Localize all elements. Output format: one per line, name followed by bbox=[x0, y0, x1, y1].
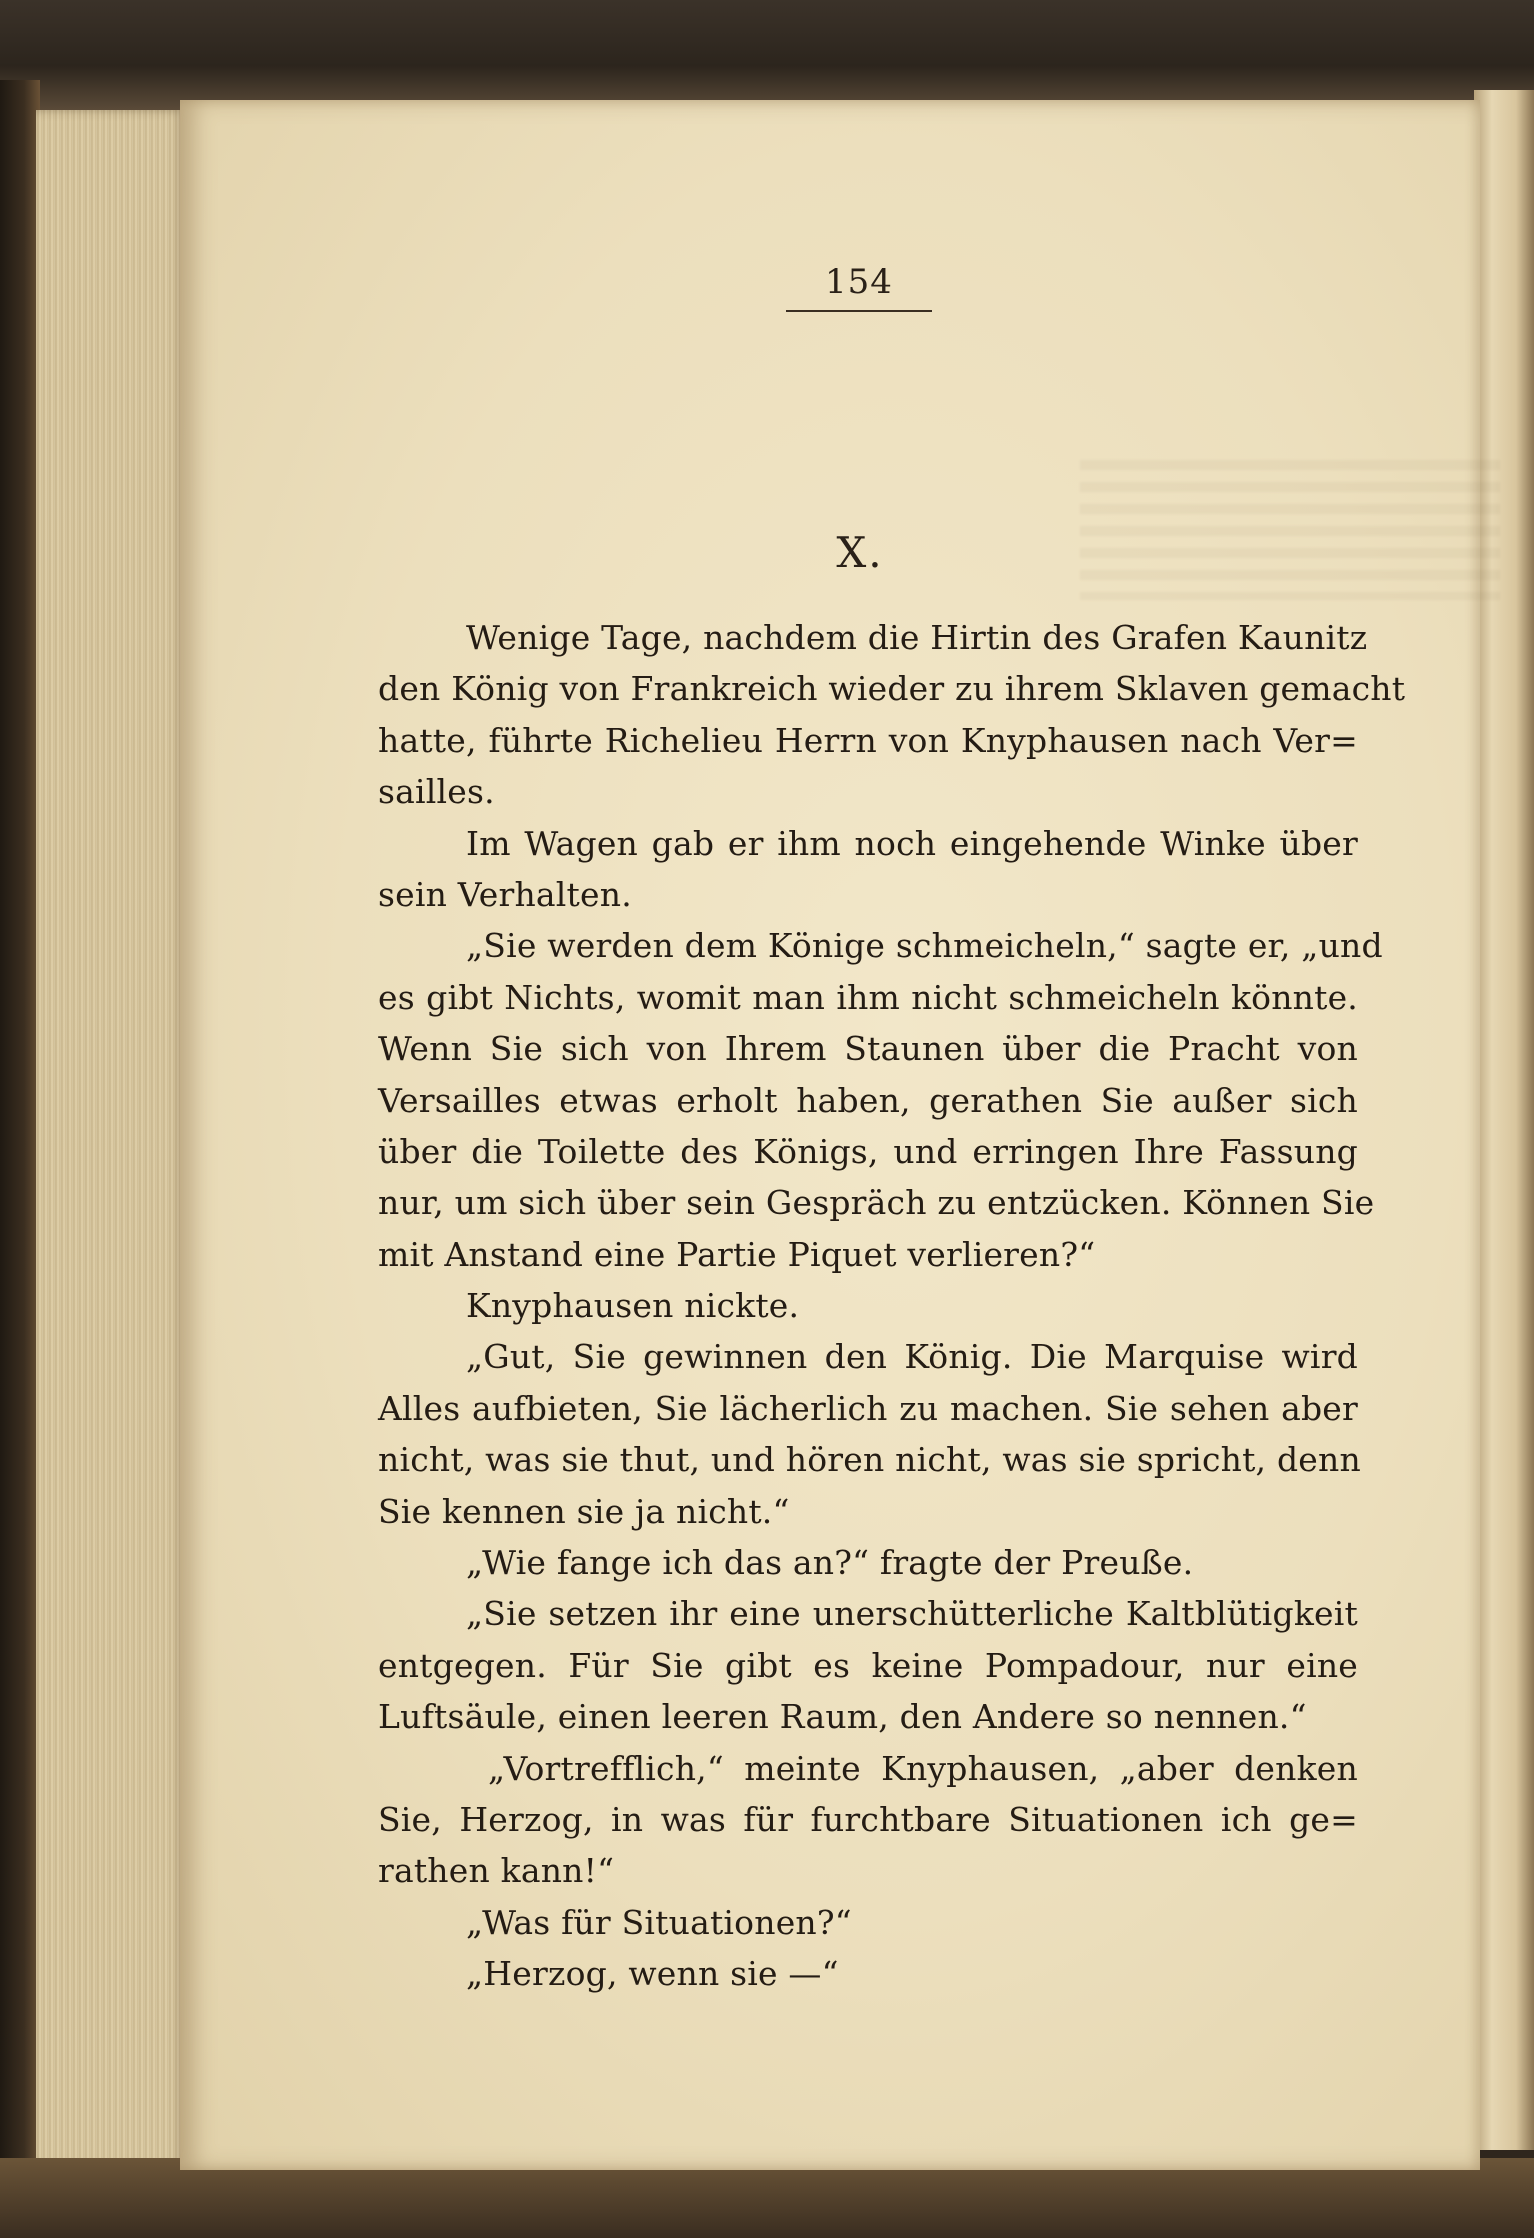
text-line: Wenn Sie sich von Ihrem Staunen über die Pracht von bbox=[378, 1029, 1358, 1069]
text-line: entgegen. Für Sie gibt es keine Pompadour, nur eine bbox=[378, 1645, 1358, 1685]
text-line: „Herzog, wenn sie —“ bbox=[466, 1954, 839, 1994]
binding-bottom-edge bbox=[0, 2158, 1534, 2238]
page-header bbox=[786, 260, 932, 312]
text-line: Wenige Tage, nachdem die Hirtin des Grafen Kaunitz bbox=[466, 618, 1368, 657]
text-line: Luftsäule, einen leeren Raum, den Andere so nennen.“ bbox=[378, 1697, 1307, 1737]
text-line: „Wie fange ich das an?“ fragte der Preuße. bbox=[466, 1543, 1194, 1583]
text-line: „Was für Situationen?“ bbox=[466, 1902, 852, 1942]
right-page-edge bbox=[1474, 90, 1534, 2150]
header-rule bbox=[786, 310, 932, 312]
text-line: den König von Frankreich wieder zu ihrem Sklaven gemacht bbox=[378, 669, 1406, 709]
text-line: „Gut, Sie gewinnen den König. Die Marquise wird bbox=[466, 1337, 1358, 1377]
text-line: nur, um sich über sein Gespräch zu entzücken. Können Sie bbox=[378, 1183, 1375, 1223]
chapter-heading: X. bbox=[836, 528, 884, 577]
page-number: 154 bbox=[825, 262, 893, 302]
text-line: Sie, Herzog, in was für furchtbare Situationen ich ge= bbox=[378, 1799, 1358, 1839]
page-stack-edge bbox=[36, 110, 186, 2170]
show-through-text bbox=[1080, 460, 1500, 600]
text-line: über die Toilette des Königs, und erringen Ihre Fassung bbox=[378, 1131, 1358, 1171]
book-page bbox=[180, 100, 1480, 2170]
text-line: rathen kann!“ bbox=[378, 1851, 615, 1891]
text-line: hatte, führte Richelieu Herrn von Knyphausen nach Ver= bbox=[378, 720, 1358, 760]
text-line: „Sie setzen ihr eine unerschütterliche Kaltblütigkeit bbox=[466, 1594, 1358, 1634]
text-line: sein Verhalten. bbox=[378, 874, 632, 914]
text-line: Im Wagen gab er ihm noch eingehende Winke über bbox=[466, 823, 1358, 863]
text-line: nicht, was sie thut, und hören nicht, was sie spricht, denn bbox=[378, 1440, 1361, 1480]
binding-top-edge bbox=[0, 0, 1534, 110]
book-cover-left-edge bbox=[0, 80, 40, 2200]
text-line: Versailles etwas erholt haben, gerathen Sie außer sich bbox=[378, 1080, 1358, 1120]
text-line: mit Anstand eine Partie Piquet verlieren?“ bbox=[378, 1234, 1096, 1274]
text-line: „Sie werden dem Könige schmeicheln,“ sagte er, „und bbox=[466, 926, 1383, 966]
text-line: sailles. bbox=[378, 772, 495, 812]
text-line: es gibt Nichts, womit man ihm nicht schmeicheln könnte. bbox=[378, 977, 1358, 1017]
text-line: „Vortrefflich,“ meinte Knyphausen, „aber denken bbox=[488, 1748, 1358, 1788]
body-text bbox=[378, 612, 1406, 2000]
text-line: Sie kennen sie ja nicht.“ bbox=[378, 1491, 790, 1531]
text-line: Knyphausen nickte. bbox=[466, 1286, 800, 1326]
text-line: Alles aufbieten, Sie lächerlich zu machen. Sie sehen aber bbox=[378, 1388, 1358, 1428]
